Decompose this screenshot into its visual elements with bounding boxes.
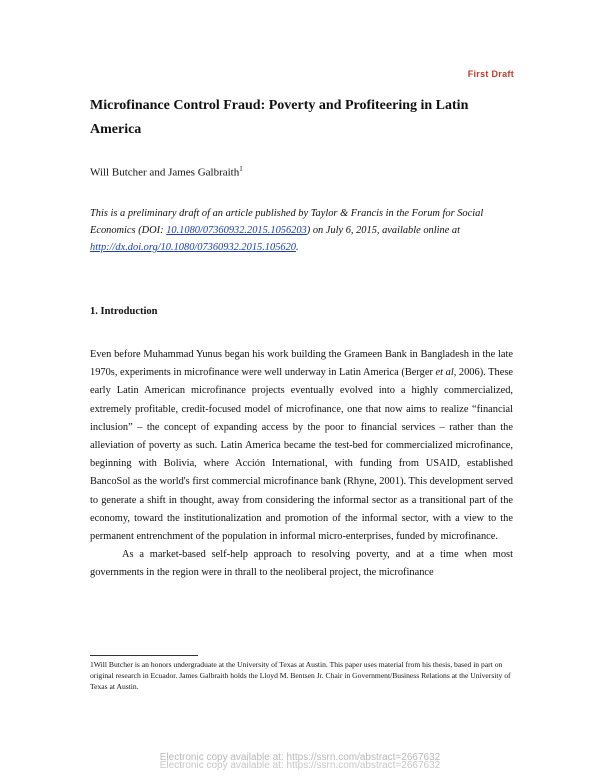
publication-note [90,205,520,256]
doi-link[interactable]: 10.1080/07360932.2015.1056203 [166,225,307,236]
paragraph-1 [90,346,513,546]
paragraph-1-text-a: Even before Muhammad Yunus began his work building the Grameen Bank in Bangladesh in the late 1970s, experiments in microfinance were well underway in Latin America (Berger [90,349,513,379]
ssrn-watermark-shadow: Electronic copy available at: https://ssrn.com/abstract=2667632 [159,760,441,771]
doi-url-link[interactable]: http://dx.doi.org/10.1080/07360932.2015.105620 [90,242,296,253]
note-text-2: ) on July 6, 2015, available online at [306,225,460,236]
draft-label: First Draft [467,69,514,79]
footnote: 1Will Butcher is an honors undergraduate at the University of Texas at Austin. This paper uses material from his thesis, based in part on original research in Ecuador. James Galbraith holds the Lloyd M. Bentsen Jr. Chair in Government/Business Relations at the University of Texas at Austin. [90,660,511,691]
footnote-marker: 1 [239,165,243,173]
paragraph-2: As a market-based self-help approach to resolving poverty, and at a time when most governments in the region were in thrall to the neoliberal project, the microfinance [90,549,513,579]
body-text [90,346,513,583]
section-heading: 1. Introduction [90,306,158,317]
footnote-divider [90,655,198,656]
paragraph-1-text-b: , 2006). These early Latin American microfinance projects eventually evolved into a highly commercialized, extremely profitable, credit-focused model of microfinance, one that now aims to realize “financial inclusion” – the concept of expanding access by the poor to financial services – rather than the alleviation of poverty as such. Latin America became the test-bed for commercialized microfinance, beginning with Bolivia, where Acción International, with funding from USAID, established BancoSol as the world's first commercial microfinance bank (Rhyne, 2001). This development served to generate a shift in thought, away from considering the informal sector as a transitional part of the economy, toward the institutionalization and promotion of the informal sector, with a view to the permanent entrenchment of the population in informal micro-enterprises, funded by microfinance. [90,367,513,543]
note-text-1: This is a preliminary draft of an article published by Taylor & Francis in the Forum for Social Economics (DOI: [90,208,484,236]
ssrn-watermark: Electronic copy available at: https://ssrn.com/abstract=2667632 [159,752,441,763]
authors-text: Will Butcher and James Galbraith [90,166,240,179]
author-line [90,165,243,179]
note-text-3: . [295,242,299,253]
et-al: et al [435,367,454,379]
paper-title: Microfinance Control Fraud: Poverty and Profiteering in Latin America [90,98,469,137]
